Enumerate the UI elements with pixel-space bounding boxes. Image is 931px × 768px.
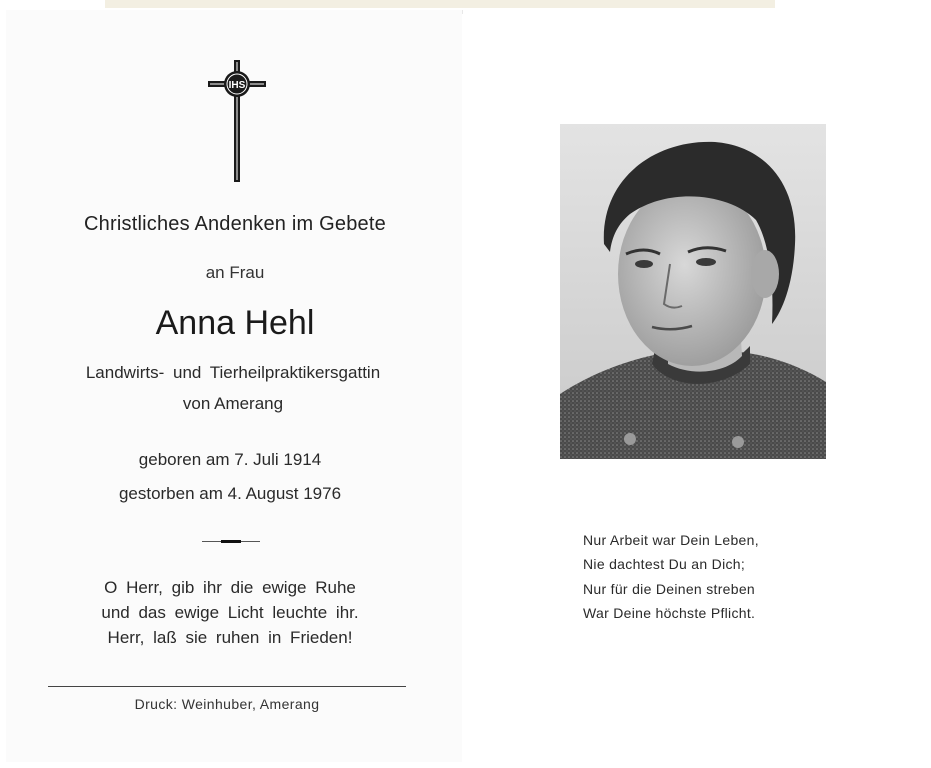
occupation: Landwirts- und Tierheilpraktikersgattin [85, 363, 381, 382]
prayer-line: O Herr, gib ihr die ewige Ruhe [104, 578, 356, 597]
birth-date: geboren am 7. Juli 1914 [138, 450, 322, 469]
printer-credit: Druck: Weinhuber, Amerang [134, 696, 320, 712]
verse-line: Nur für die Deinen streben [583, 581, 755, 597]
salutation: an Frau [205, 263, 265, 282]
prayer-line: Herr, laß sie ruhen in Frieden! [107, 628, 353, 647]
paper-edge-strip [105, 0, 775, 8]
death-date: gestorben am 4. August 1976 [118, 484, 342, 503]
prayer-line: und das ewige Licht leuchte ihr. [101, 603, 359, 622]
divider-ornament [202, 540, 260, 543]
footer-rule [48, 686, 406, 687]
svg-text:IHS: IHS [228, 80, 246, 91]
deceased-name: Anna Hehl [155, 304, 315, 342]
portrait-photo [560, 124, 826, 459]
ihs-cross-icon [208, 60, 266, 182]
memorial-heading: Christliches Andenken im Gebete [84, 213, 386, 235]
verse-line: Nie dachtest Du an Dich; [583, 556, 746, 572]
place-of-origin: von Amerang [182, 394, 284, 413]
verse-line: Nur Arbeit war Dein Leben, [583, 532, 759, 548]
verse-line: War Deine höchste Pflicht. [583, 605, 756, 621]
